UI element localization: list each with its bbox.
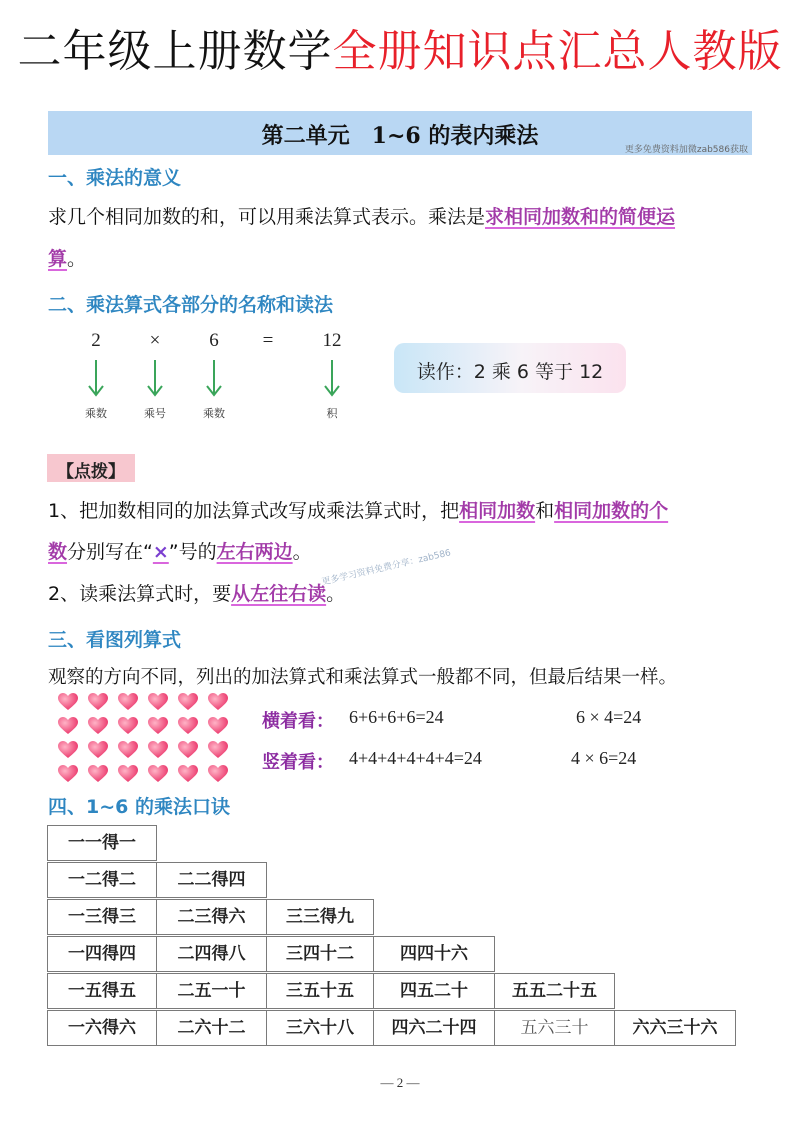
heart-icon bbox=[208, 741, 228, 759]
table-cell: 三五十五 bbox=[266, 973, 374, 1009]
tip-text: 1、把加数相同的加法算式改写成乘法算式时，把 bbox=[48, 500, 460, 522]
heart-icon bbox=[58, 741, 78, 759]
section1-highlight-cont: 算 bbox=[48, 248, 68, 270]
reading-box bbox=[394, 343, 626, 393]
table-cell: 二四得八 bbox=[156, 936, 267, 972]
heart-icon bbox=[148, 741, 168, 759]
eq-equals: = bbox=[262, 330, 274, 351]
arrow-down-icon bbox=[86, 358, 106, 398]
heart-icon bbox=[88, 741, 108, 759]
tip-line2 bbox=[48, 541, 312, 563]
heart-icon bbox=[58, 693, 78, 711]
arrow-down-icon bbox=[145, 358, 165, 398]
tip-text: 。 bbox=[292, 541, 312, 563]
label-factor1: 乘数 bbox=[85, 407, 107, 420]
table-cell: 六六三十六 bbox=[614, 1010, 736, 1046]
table-cell: 二六十二 bbox=[156, 1010, 267, 1046]
label-factor2: 乘数 bbox=[203, 407, 225, 420]
heart-icon bbox=[208, 717, 228, 735]
reading-text: 读作：2 乘 6 等于 12 bbox=[416, 361, 604, 383]
eq-product: 12 bbox=[322, 330, 342, 351]
section1-text: 求几个相同加数的和，可以用乘法算式表示。乘法是 bbox=[48, 206, 486, 228]
heart-icon bbox=[118, 765, 138, 783]
table-cell: 四五二十 bbox=[373, 973, 495, 1009]
heart-icon bbox=[58, 765, 78, 783]
title-part2: 全册知识点汇总人教版 bbox=[332, 26, 783, 77]
table-cell: 一三得三 bbox=[47, 899, 157, 935]
heart-icon bbox=[208, 765, 228, 783]
section3-desc: 观察的方向不同，列出的加法算式和乘法算式一般都不同，但最后结果一样。 bbox=[48, 667, 678, 688]
section2-heading: 二、乘法算式各部分的名称和读法 bbox=[48, 294, 334, 316]
horizontal-label: 横着看： bbox=[262, 711, 334, 732]
heart-icon bbox=[178, 765, 198, 783]
table-cell: 一一得一 bbox=[47, 825, 157, 861]
watermark: 更多学习资料免费分享：zab586 bbox=[320, 548, 452, 588]
heart-icon bbox=[148, 765, 168, 783]
tip-highlight: 相同加数的个 bbox=[554, 500, 669, 522]
tip-text: ”号的 bbox=[168, 541, 217, 563]
title-part1: 二年级上册数学 bbox=[17, 26, 333, 77]
table-cell: 三四十二 bbox=[266, 936, 374, 972]
table-cell: 一五得五 bbox=[47, 973, 157, 1009]
table-cell: 二二得四 bbox=[156, 862, 267, 898]
section4-heading: 四、1~6 的乘法口诀 bbox=[48, 796, 230, 818]
table-cell: 三六十八 bbox=[266, 1010, 374, 1046]
section3-heading: 三、看图列算式 bbox=[48, 629, 182, 651]
heart-icon bbox=[148, 717, 168, 735]
section1-highlight: 求相同加数和的简便运 bbox=[485, 206, 676, 228]
tip-highlight: 从左往右读 bbox=[231, 583, 327, 605]
table-cell: 五六三十 bbox=[494, 1010, 615, 1046]
table-cell: 一二得二 bbox=[47, 862, 157, 898]
tip-badge bbox=[47, 454, 135, 482]
heart-icon bbox=[118, 693, 138, 711]
page-number: — 2 — bbox=[380, 1075, 420, 1090]
heart-icon bbox=[178, 717, 198, 735]
horizontal-mul: 6 × 4=24 bbox=[576, 707, 642, 727]
page-title bbox=[0, 22, 800, 82]
label-product: 积 bbox=[326, 407, 338, 420]
section1-line2 bbox=[48, 248, 86, 270]
tip-label: 【点拨】 bbox=[57, 462, 125, 482]
banner-note: 更多免费资料加微zab586获取 bbox=[624, 145, 748, 155]
heart-icon bbox=[88, 693, 108, 711]
section1-line1 bbox=[48, 206, 675, 228]
heart-grid bbox=[58, 693, 238, 785]
table-cell: 四四十六 bbox=[373, 936, 495, 972]
horizontal-add: 6+6+6+6=24 bbox=[349, 707, 444, 727]
label-times: 乘号 bbox=[144, 407, 166, 420]
section1-end: 。 bbox=[67, 248, 87, 270]
tip-text: 和 bbox=[535, 500, 555, 522]
heart-icon bbox=[208, 693, 228, 711]
vertical-mul: 4 × 6=24 bbox=[571, 748, 637, 768]
eq-factor2: 6 bbox=[209, 330, 219, 351]
table-cell: 四六二十四 bbox=[373, 1010, 495, 1046]
section1-heading: 一、乘法的意义 bbox=[48, 167, 182, 189]
arrow-down-icon bbox=[204, 358, 224, 398]
tip-line3 bbox=[48, 583, 345, 605]
heart-icon bbox=[88, 765, 108, 783]
times-sign: × bbox=[152, 541, 169, 563]
tip-text: 。 bbox=[326, 583, 346, 605]
tip-text: 2、读乘法算式时，要 bbox=[48, 583, 232, 605]
eq-times: × bbox=[149, 330, 161, 351]
arrow-down-icon bbox=[322, 358, 342, 398]
table-cell: 三三得九 bbox=[266, 899, 374, 935]
tip-highlight: 左右两边 bbox=[216, 541, 293, 563]
unit-title: 第二单元 1~6 的表内乘法 bbox=[261, 123, 539, 149]
unit-banner bbox=[48, 111, 752, 155]
table-cell: 五五二十五 bbox=[494, 973, 615, 1009]
heart-icon bbox=[88, 717, 108, 735]
vertical-add: 4+4+4+4+4+4=24 bbox=[349, 748, 482, 768]
heart-icon bbox=[178, 741, 198, 759]
heart-icon bbox=[58, 717, 78, 735]
table-cell: 二五一十 bbox=[156, 973, 267, 1009]
heart-icon bbox=[148, 693, 168, 711]
tip-highlight: 数 bbox=[48, 541, 68, 563]
heart-icon bbox=[118, 717, 138, 735]
tip-text: 分别写在“ bbox=[67, 541, 153, 563]
vertical-label: 竖着看： bbox=[262, 752, 334, 773]
tip-highlight: 相同加数 bbox=[459, 500, 536, 522]
table-cell: 一六得六 bbox=[47, 1010, 157, 1046]
table-cell: 一四得四 bbox=[47, 936, 157, 972]
eq-factor1: 2 bbox=[91, 330, 101, 351]
tip-line1 bbox=[48, 500, 668, 522]
heart-icon bbox=[118, 741, 138, 759]
table-cell: 二三得六 bbox=[156, 899, 267, 935]
heart-icon bbox=[178, 693, 198, 711]
